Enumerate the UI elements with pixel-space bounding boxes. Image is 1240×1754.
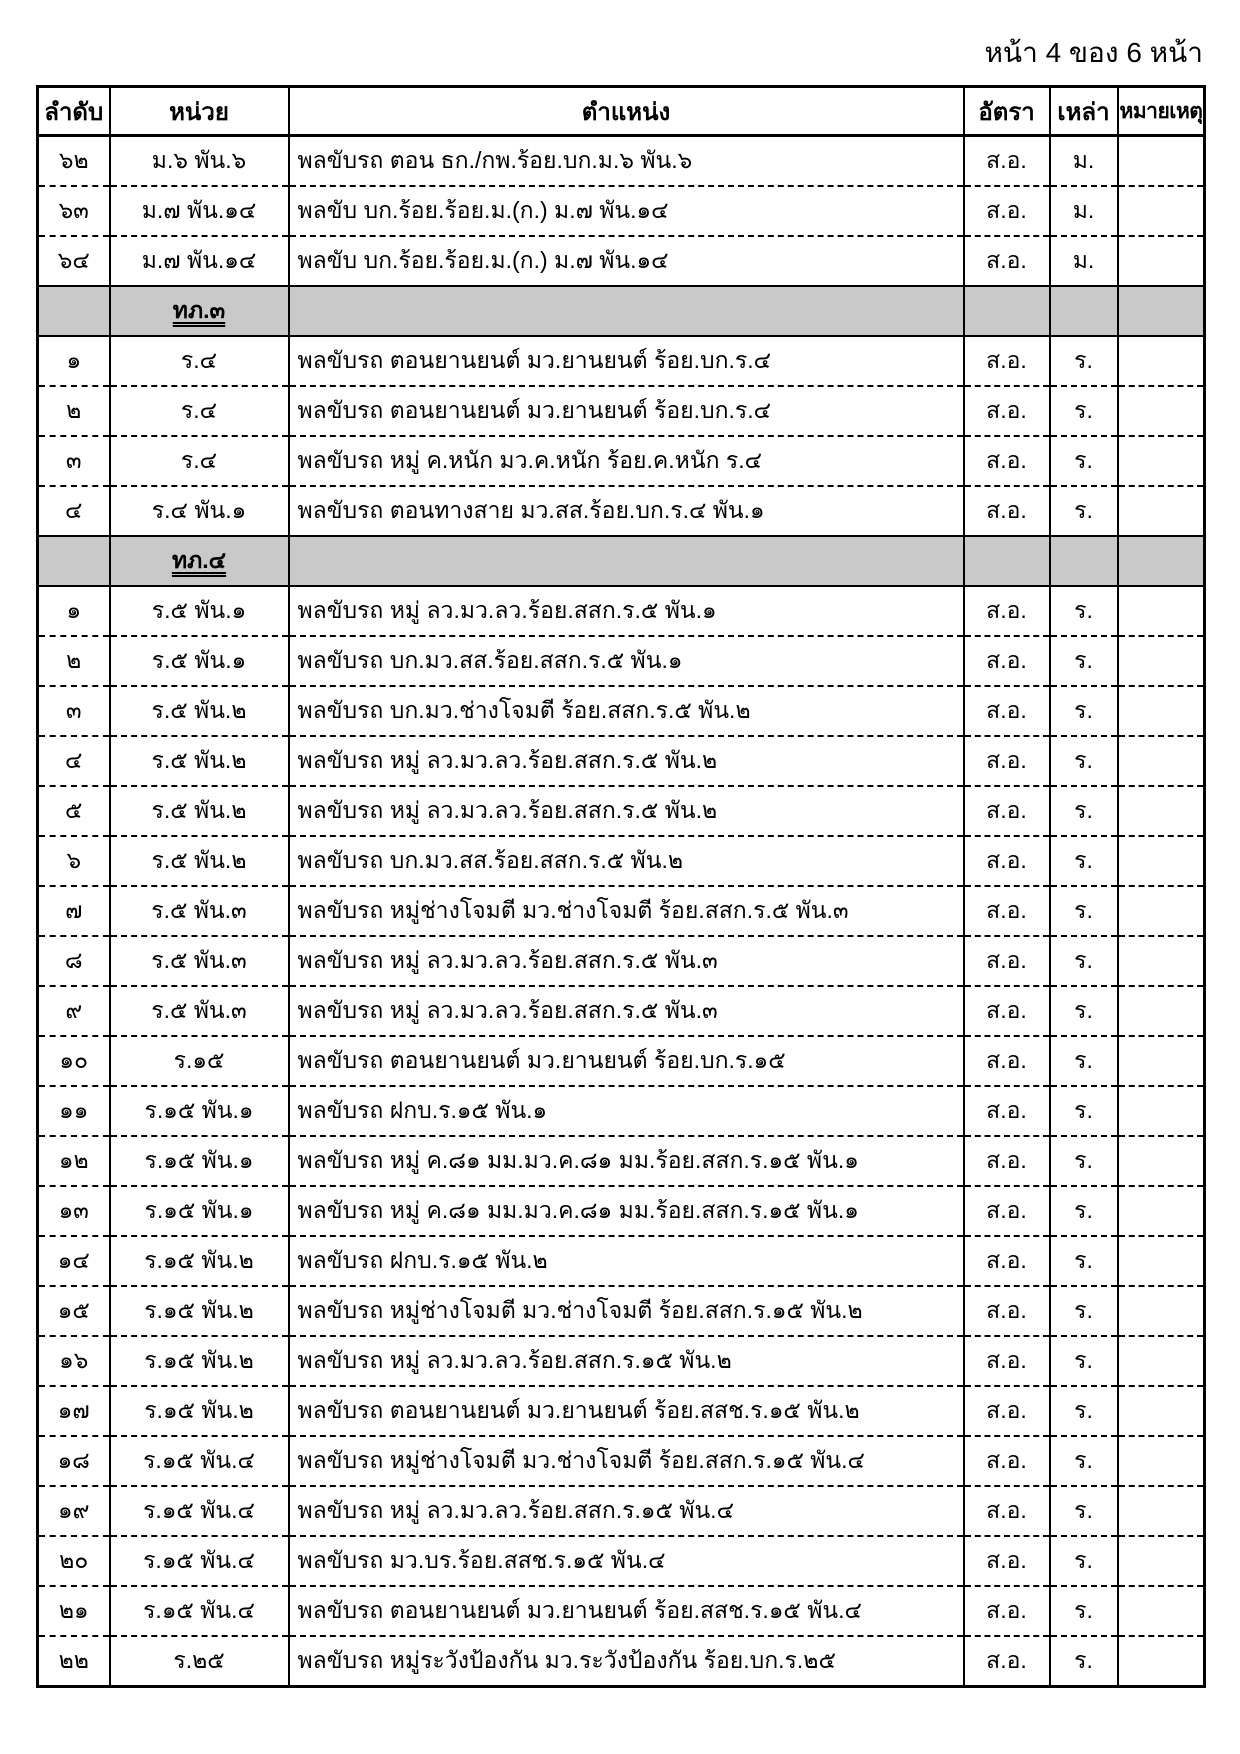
position-cell: พลขับรถ หมู่ช่างโจมตี มว.ช่างโจมตี ร้อย.สสก.ร.๑๕ พัน.๒ bbox=[289, 1286, 964, 1336]
position-cell: พลขับรถ ฝกบ.ร.๑๕ พัน.๒ bbox=[289, 1236, 964, 1286]
unit-cell: ร.๑๕ พัน.๑ bbox=[110, 1136, 289, 1186]
unit-cell: ร.๑๕ พัน.๔ bbox=[110, 1586, 289, 1636]
branch-cell: ร. bbox=[1050, 1136, 1118, 1186]
row-number-cell: ๖๔ bbox=[38, 236, 110, 286]
table-row bbox=[38, 1636, 1205, 1687]
section-title-text: ทภ.๔ bbox=[171, 547, 227, 573]
branch-cell: ร. bbox=[1050, 736, 1118, 786]
remark-cell bbox=[1118, 1086, 1205, 1136]
row-number-cell: ๒๒ bbox=[38, 1636, 110, 1687]
section-cell bbox=[964, 536, 1050, 586]
section-cell bbox=[964, 286, 1050, 336]
branch-cell: ร. bbox=[1050, 1536, 1118, 1586]
table-row bbox=[38, 136, 1205, 187]
column-header-unit: หน่วย bbox=[110, 87, 289, 136]
row-number-cell: ๒ bbox=[38, 386, 110, 436]
position-cell: พลขับรถ หมู่ ลว.มว.ลว.ร้อย.สสก.ร.๑๕ พัน.๒ bbox=[289, 1336, 964, 1386]
section-cell bbox=[1118, 536, 1205, 586]
position-cell: พลขับรถ ตอนยานยนต์ มว.ยานยนต์ ร้อย.สสช.ร.๑๕ พัน.๒ bbox=[289, 1386, 964, 1436]
branch-cell: ร. bbox=[1050, 936, 1118, 986]
table-row bbox=[38, 1536, 1205, 1586]
position-cell: พลขับรถ หมู่ ค.หนัก มว.ค.หนัก ร้อย.ค.หนัก ร.๔ bbox=[289, 436, 964, 486]
remark-cell bbox=[1118, 1136, 1205, 1186]
page-indicator: หน้า 4 ของ 6 หน้า bbox=[984, 37, 1203, 68]
rate-cell: ส.อ. bbox=[964, 1536, 1050, 1586]
remark-cell bbox=[1118, 786, 1205, 836]
unit-cell: ร.๔ bbox=[110, 436, 289, 486]
unit-cell: ร.๔ พัน.๑ bbox=[110, 486, 289, 536]
position-cell: พลขับรถ บก.มว.สส.ร้อย.สสก.ร.๕ พัน.๑ bbox=[289, 636, 964, 686]
remark-cell bbox=[1118, 836, 1205, 886]
unit-cell: ร.๕ พัน.๒ bbox=[110, 736, 289, 786]
position-cell: พลขับรถ หมู่ช่างโจมตี มว.ช่างโจมตี ร้อย.สสก.ร.๕ พัน.๓ bbox=[289, 886, 964, 936]
branch-cell: ร. bbox=[1050, 886, 1118, 936]
row-number-cell: ๑ bbox=[38, 336, 110, 386]
position-cell: พลขับรถ ฝกบ.ร.๑๕ พัน.๑ bbox=[289, 1086, 964, 1136]
position-cell: พลขับรถ บก.มว.ช่างโจมตี ร้อย.สสก.ร.๕ พัน.๒ bbox=[289, 686, 964, 736]
rate-cell: ส.อ. bbox=[964, 386, 1050, 436]
table-row bbox=[38, 1436, 1205, 1486]
rate-cell: ส.อ. bbox=[964, 136, 1050, 187]
position-cell: พลขับรถ หมู่ช่างโจมตี มว.ช่างโจมตี ร้อย.สสก.ร.๑๕ พัน.๔ bbox=[289, 1436, 964, 1486]
row-number-cell: ๘ bbox=[38, 936, 110, 986]
branch-cell: ร. bbox=[1050, 386, 1118, 436]
table-row bbox=[38, 636, 1205, 686]
branch-cell: ร. bbox=[1050, 836, 1118, 886]
remark-cell bbox=[1118, 1636, 1205, 1687]
branch-cell: ม. bbox=[1050, 186, 1118, 236]
row-number-cell: ๑๙ bbox=[38, 1486, 110, 1536]
rate-cell: ส.อ. bbox=[964, 636, 1050, 686]
remark-cell bbox=[1118, 886, 1205, 936]
remark-cell bbox=[1118, 1036, 1205, 1086]
position-cell: พลขับรถ ตอนยานยนต์ มว.ยานยนต์ ร้อย.บก.ร.๔ bbox=[289, 386, 964, 436]
rate-cell: ส.อ. bbox=[964, 336, 1050, 386]
branch-cell: ร. bbox=[1050, 586, 1118, 636]
unit-cell: ร.๑๕ พัน.๑ bbox=[110, 1086, 289, 1136]
row-number-cell: ๖๒ bbox=[38, 136, 110, 187]
table-row bbox=[38, 1386, 1205, 1436]
rate-cell: ส.อ. bbox=[964, 1436, 1050, 1486]
position-cell: พลขับรถ หมู่ ลว.มว.ลว.ร้อย.สสก.ร.๕ พัน.๑ bbox=[289, 586, 964, 636]
rate-cell: ส.อ. bbox=[964, 1236, 1050, 1286]
rate-cell: ส.อ. bbox=[964, 436, 1050, 486]
remark-cell bbox=[1118, 1386, 1205, 1436]
unit-cell: ร.๑๕ พัน.๑ bbox=[110, 1186, 289, 1236]
table-row bbox=[38, 1286, 1205, 1336]
section-cell bbox=[38, 536, 110, 586]
branch-cell: ม. bbox=[1050, 236, 1118, 286]
section-cell bbox=[289, 286, 964, 336]
row-number-cell: ๓ bbox=[38, 436, 110, 486]
table-row bbox=[38, 1036, 1205, 1086]
rate-cell: ส.อ. bbox=[964, 1386, 1050, 1436]
row-number-cell: ๒ bbox=[38, 636, 110, 686]
rate-cell: ส.อ. bbox=[964, 1136, 1050, 1186]
table-row bbox=[38, 386, 1205, 436]
position-cell: พลขับรถ ตอนยานยนต์ มว.ยานยนต์ ร้อย.สสช.ร.๑๕ พัน.๔ bbox=[289, 1586, 964, 1636]
remark-cell bbox=[1118, 436, 1205, 486]
remark-cell bbox=[1118, 1186, 1205, 1236]
row-number-cell: ๑๘ bbox=[38, 1436, 110, 1486]
unit-cell: ร.๕ พัน.๒ bbox=[110, 786, 289, 836]
column-header-rate: อัตรา bbox=[964, 87, 1050, 136]
unit-cell: ร.๑๕ พัน.๒ bbox=[110, 1336, 289, 1386]
position-cell: พลขับรถ หมู่ ลว.มว.ลว.ร้อย.สสก.ร.๕ พัน.๓ bbox=[289, 986, 964, 1036]
unit-cell: ร.๔ bbox=[110, 386, 289, 436]
position-cell: พลขับรถ หมู่ ลว.มว.ลว.ร้อย.สสก.ร.๕ พัน.๒ bbox=[289, 786, 964, 836]
section-title-text: ทภ.๓ bbox=[172, 297, 226, 323]
row-number-cell: ๑๖ bbox=[38, 1336, 110, 1386]
rate-cell: ส.อ. bbox=[964, 236, 1050, 286]
position-cell: พลขับรถ หมู่ระวังป้องกัน มว.ระวังป้องกัน ร้อย.บก.ร.๒๕ bbox=[289, 1636, 964, 1687]
branch-cell: ร. bbox=[1050, 1386, 1118, 1436]
branch-cell: ร. bbox=[1050, 786, 1118, 836]
unit-cell: ร.๕ พัน.๓ bbox=[110, 986, 289, 1036]
table-row bbox=[38, 736, 1205, 786]
position-cell: พลขับรถ ตอนยานยนต์ มว.ยานยนต์ ร้อย.บก.ร.๔ bbox=[289, 336, 964, 386]
section-row bbox=[38, 286, 1205, 336]
unit-cell: ร.๑๕ พัน.๒ bbox=[110, 1236, 289, 1286]
remark-cell bbox=[1118, 1536, 1205, 1586]
position-cell: พลขับรถ หมู่ ลว.มว.ลว.ร้อย.สสก.ร.๑๕ พัน.๔ bbox=[289, 1486, 964, 1536]
rate-cell: ส.อ. bbox=[964, 786, 1050, 836]
table-row bbox=[38, 186, 1205, 236]
remark-cell bbox=[1118, 236, 1205, 286]
branch-cell: ร. bbox=[1050, 636, 1118, 686]
table-body bbox=[38, 136, 1205, 1687]
remark-cell bbox=[1118, 1486, 1205, 1536]
table-row bbox=[38, 236, 1205, 286]
table-row bbox=[38, 786, 1205, 836]
row-number-cell: ๖ bbox=[38, 836, 110, 886]
rate-cell: ส.อ. bbox=[964, 586, 1050, 636]
remark-cell bbox=[1118, 1436, 1205, 1486]
row-number-cell: ๗ bbox=[38, 886, 110, 936]
row-number-cell: ๑๕ bbox=[38, 1286, 110, 1336]
section-row bbox=[38, 536, 1205, 586]
rate-cell: ส.อ. bbox=[964, 1186, 1050, 1236]
remark-cell bbox=[1118, 586, 1205, 636]
row-number-cell: ๒๐ bbox=[38, 1536, 110, 1586]
position-cell: พลขับรถ หมู่ ค.๘๑ มม.มว.ค.๘๑ มม.ร้อย.สสก.ร.๑๕ พัน.๑ bbox=[289, 1186, 964, 1236]
row-number-cell: ๑๒ bbox=[38, 1136, 110, 1186]
position-cell: พลขับรถ มว.บร.ร้อย.สสช.ร.๑๕ พัน.๔ bbox=[289, 1536, 964, 1586]
row-number-cell: ๒๑ bbox=[38, 1586, 110, 1636]
section-cell bbox=[1118, 286, 1205, 336]
branch-cell: ร. bbox=[1050, 486, 1118, 536]
table-row bbox=[38, 436, 1205, 486]
rate-cell: ส.อ. bbox=[964, 1036, 1050, 1086]
remark-cell bbox=[1118, 136, 1205, 187]
position-cell: พลขับรถ หมู่ ลว.มว.ลว.ร้อย.สสก.ร.๕ พัน.๓ bbox=[289, 936, 964, 986]
position-cell: พลขับรถ บก.มว.สส.ร้อย.สสก.ร.๕ พัน.๒ bbox=[289, 836, 964, 886]
remark-cell bbox=[1118, 686, 1205, 736]
branch-cell: ม. bbox=[1050, 136, 1118, 187]
section-cell bbox=[1050, 536, 1118, 586]
row-number-cell: ๕ bbox=[38, 786, 110, 836]
rate-cell: ส.อ. bbox=[964, 736, 1050, 786]
header-row bbox=[38, 87, 1205, 136]
remark-cell bbox=[1118, 1236, 1205, 1286]
unit-cell: ร.๕ พัน.๓ bbox=[110, 886, 289, 936]
table-row bbox=[38, 1186, 1205, 1236]
branch-cell: ร. bbox=[1050, 1236, 1118, 1286]
unit-cell: ร.๑๕ พัน.๔ bbox=[110, 1436, 289, 1486]
row-number-cell: ๓ bbox=[38, 686, 110, 736]
row-number-cell: ๔ bbox=[38, 486, 110, 536]
branch-cell: ร. bbox=[1050, 686, 1118, 736]
column-header-remark: หมายเหตุ bbox=[1118, 87, 1205, 136]
rate-cell: ส.อ. bbox=[964, 836, 1050, 886]
branch-cell: ร. bbox=[1050, 1636, 1118, 1687]
table-row bbox=[38, 336, 1205, 386]
row-number-cell: ๖๓ bbox=[38, 186, 110, 236]
table-row bbox=[38, 1086, 1205, 1136]
rate-cell: ส.อ. bbox=[964, 1486, 1050, 1536]
unit-cell: ร.๕ พัน.๒ bbox=[110, 686, 289, 736]
row-number-cell: ๙ bbox=[38, 986, 110, 1036]
position-cell: พลขับรถ ตอน ธก./กพ.ร้อย.บก.ม.๖ พัน.๖ bbox=[289, 136, 964, 187]
unit-cell: ร.๕ พัน.๑ bbox=[110, 636, 289, 686]
remark-cell bbox=[1118, 986, 1205, 1036]
unit-cell: ร.๕ พัน.๓ bbox=[110, 936, 289, 986]
rate-cell: ส.อ. bbox=[964, 936, 1050, 986]
branch-cell: ร. bbox=[1050, 1336, 1118, 1386]
unit-cell: ร.๕ พัน.๑ bbox=[110, 586, 289, 636]
table-row bbox=[38, 886, 1205, 936]
rate-cell: ส.อ. bbox=[964, 1336, 1050, 1386]
rate-cell: ส.อ. bbox=[964, 486, 1050, 536]
remark-cell bbox=[1118, 1336, 1205, 1386]
row-number-cell: ๑๑ bbox=[38, 1086, 110, 1136]
rate-cell: ส.อ. bbox=[964, 1286, 1050, 1336]
row-number-cell: ๑๓ bbox=[38, 1186, 110, 1236]
remark-cell bbox=[1118, 736, 1205, 786]
table-row bbox=[38, 1136, 1205, 1186]
section-title bbox=[110, 286, 289, 336]
rate-cell: ส.อ. bbox=[964, 986, 1050, 1036]
position-cell: พลขับ บก.ร้อย.ร้อย.ม.(ก.) ม.๗ พัน.๑๔ bbox=[289, 236, 964, 286]
branch-cell: ร. bbox=[1050, 986, 1118, 1036]
table-row bbox=[38, 686, 1205, 736]
table-row bbox=[38, 486, 1205, 536]
branch-cell: ร. bbox=[1050, 1086, 1118, 1136]
rate-cell: ส.อ. bbox=[964, 1586, 1050, 1636]
column-header-branch: เหล่า bbox=[1050, 87, 1118, 136]
remark-cell bbox=[1118, 186, 1205, 236]
table-row bbox=[38, 1486, 1205, 1536]
row-number-cell: ๑ bbox=[38, 586, 110, 636]
table-row bbox=[38, 936, 1205, 986]
position-cell: พลขับ บก.ร้อย.ร้อย.ม.(ก.) ม.๗ พัน.๑๔ bbox=[289, 186, 964, 236]
remark-cell bbox=[1118, 336, 1205, 386]
column-header-position: ตำแหน่ง bbox=[289, 87, 964, 136]
position-cell: พลขับรถ ตอนยานยนต์ มว.ยานยนต์ ร้อย.บก.ร.๑๕ bbox=[289, 1036, 964, 1086]
unit-cell: ร.๔ bbox=[110, 336, 289, 386]
remark-cell bbox=[1118, 936, 1205, 986]
rate-cell: ส.อ. bbox=[964, 686, 1050, 736]
branch-cell: ร. bbox=[1050, 1036, 1118, 1086]
table-header bbox=[38, 87, 1205, 136]
unit-cell: ร.๑๕ bbox=[110, 1036, 289, 1086]
rate-cell: ส.อ. bbox=[964, 1636, 1050, 1687]
row-number-cell: ๑๔ bbox=[38, 1236, 110, 1286]
column-header-no: ลำดับ bbox=[38, 87, 110, 136]
unit-cell: ร.๑๕ พัน.๔ bbox=[110, 1486, 289, 1536]
branch-cell: ร. bbox=[1050, 1586, 1118, 1636]
section-cell bbox=[289, 536, 964, 586]
position-cell: พลขับรถ ตอนทางสาย มว.สส.ร้อย.บก.ร.๔ พัน.๑ bbox=[289, 486, 964, 536]
section-cell bbox=[1050, 286, 1118, 336]
branch-cell: ร. bbox=[1050, 336, 1118, 386]
row-number-cell: ๑๐ bbox=[38, 1036, 110, 1086]
table-row bbox=[38, 1586, 1205, 1636]
branch-cell: ร. bbox=[1050, 1486, 1118, 1536]
unit-cell: ม.๗ พัน.๑๔ bbox=[110, 186, 289, 236]
rate-cell: ส.อ. bbox=[964, 886, 1050, 936]
branch-cell: ร. bbox=[1050, 1186, 1118, 1236]
rate-cell: ส.อ. bbox=[964, 186, 1050, 236]
unit-cell: ร.๑๕ พัน.๒ bbox=[110, 1386, 289, 1436]
remark-cell bbox=[1118, 386, 1205, 436]
table-row bbox=[38, 986, 1205, 1036]
branch-cell: ร. bbox=[1050, 1436, 1118, 1486]
unit-cell: ร.๒๕ bbox=[110, 1636, 289, 1687]
section-cell bbox=[38, 286, 110, 336]
table-row bbox=[38, 836, 1205, 886]
rate-cell: ส.อ. bbox=[964, 1086, 1050, 1136]
table-row bbox=[38, 1236, 1205, 1286]
personnel-roster-table bbox=[36, 85, 1206, 1688]
remark-cell bbox=[1118, 636, 1205, 686]
table-row bbox=[38, 1336, 1205, 1386]
row-number-cell: ๔ bbox=[38, 736, 110, 786]
branch-cell: ร. bbox=[1050, 436, 1118, 486]
remark-cell bbox=[1118, 1586, 1205, 1636]
remark-cell bbox=[1118, 1286, 1205, 1336]
section-title bbox=[110, 536, 289, 586]
position-cell: พลขับรถ หมู่ ค.๘๑ มม.มว.ค.๘๑ มม.ร้อย.สสก.ร.๑๕ พัน.๑ bbox=[289, 1136, 964, 1186]
branch-cell: ร. bbox=[1050, 1286, 1118, 1336]
unit-cell: ม.๗ พัน.๑๔ bbox=[110, 236, 289, 286]
unit-cell: ร.๑๕ พัน.๔ bbox=[110, 1536, 289, 1586]
unit-cell: ม.๖ พัน.๖ bbox=[110, 136, 289, 187]
unit-cell: ร.๕ พัน.๒ bbox=[110, 836, 289, 886]
row-number-cell: ๑๗ bbox=[38, 1386, 110, 1436]
position-cell: พลขับรถ หมู่ ลว.มว.ลว.ร้อย.สสก.ร.๕ พัน.๒ bbox=[289, 736, 964, 786]
table-row bbox=[38, 586, 1205, 636]
unit-cell: ร.๑๕ พัน.๒ bbox=[110, 1286, 289, 1336]
remark-cell bbox=[1118, 486, 1205, 536]
